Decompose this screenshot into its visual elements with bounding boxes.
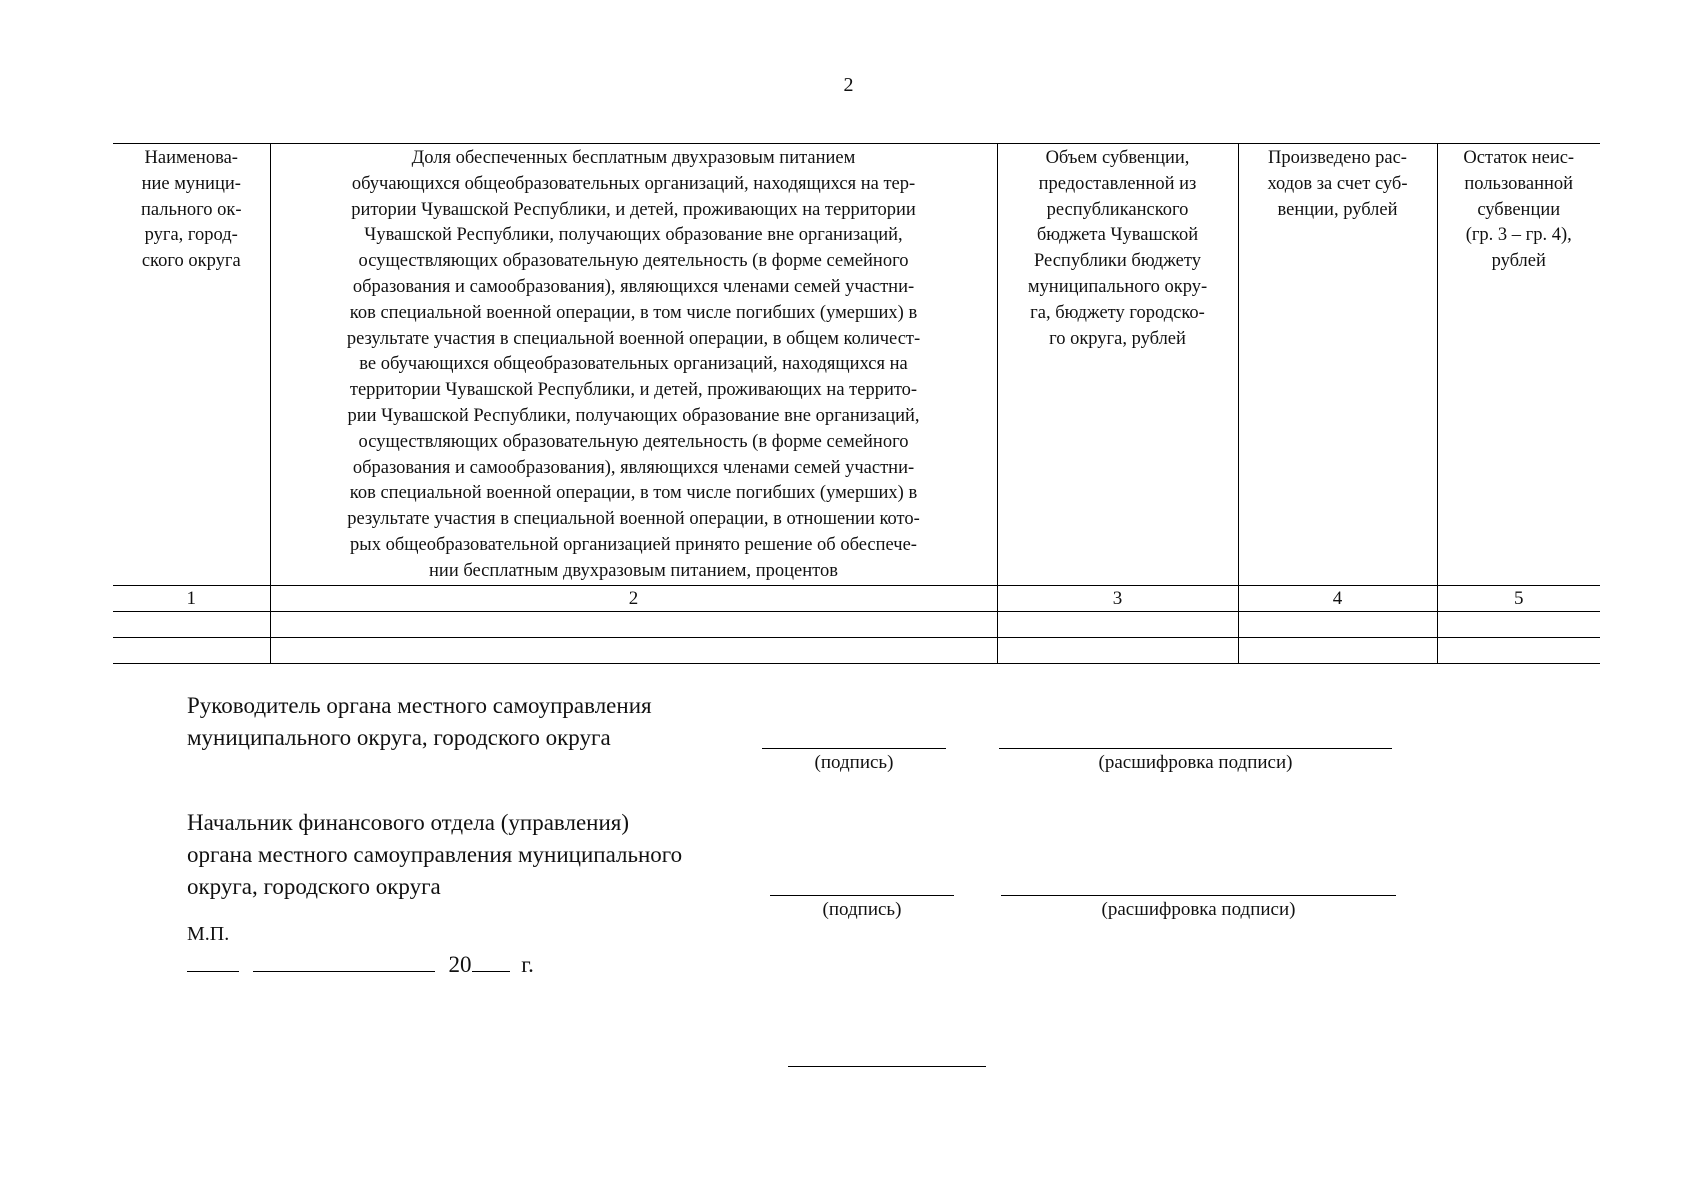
head-decode-caption: (расшифровка подписи) — [1098, 752, 1293, 773]
header-remainder: Остаток неис- пользованной субвенции (гр. 3 – гр. 4), рублей — [1437, 144, 1600, 586]
column-number: 1 — [113, 585, 270, 611]
table-cell — [113, 637, 270, 663]
date-year-prefix: 20 — [448, 952, 472, 977]
date-year-suffix: г. — [521, 952, 534, 977]
header-municipality: Наименова- ние муници- пального ок- руга, город- ского округа — [113, 144, 270, 586]
finance-decode-line[interactable] — [1001, 895, 1396, 896]
table-cell — [1437, 637, 1600, 663]
finance-signature-line[interactable] — [770, 895, 954, 896]
table-cell — [1238, 611, 1437, 637]
table-header-row — [113, 144, 1600, 586]
table-cell — [270, 637, 997, 663]
header-share-provided: Доля обеспеченных бесплатным двухразовым питанием обучающихся общеобразовательных организаций, находящихся на тер- ритории Чувашской Республики, и детей, проживающих на территории Чувашской Республики, получающих образование вне организаций, осуществляющих образовательную деятельность (в форме семейного образования и самообразования), являющихся членами семей участни- ков специальной военной операции, в том числе погибших (умерших) в результате участия в специальной военной операции, в общем количест- ве обучающихся общеобразовательных организаций, находящихся на территории Чувашской Республики, и детей, проживающих на террито- рии Чувашской Республики, получающих образование вне организаций, осуществляющих образовательную деятельность (в форме семейного образования и самообразования), являющихся членами семей участни- ков специальной военной операции, в том числе погибших (умерших) в результате участия в специальной военной операции, в отношении кото- рых общеобразовательной организацией принято решение об обеспече- нии бесплатным двухразовым питанием, процентов — [270, 144, 997, 586]
table-row — [113, 637, 1600, 663]
page-number: 2 — [843, 74, 854, 96]
stamp-label: М.П. — [187, 923, 230, 945]
head-signature-caption: (подпись) — [814, 752, 894, 773]
table-cell — [997, 611, 1238, 637]
header-subvention-volume: Объем субвенции, предоставленной из республиканского бюджета Чувашской Республики бюджету муниципального окру- га, бюджету городско- го округа, рублей — [997, 144, 1238, 586]
finance-title-line2: органа местного самоуправления муниципального — [187, 842, 683, 867]
head-signature-line[interactable] — [762, 748, 946, 749]
table-cell — [113, 611, 270, 637]
finance-title-line1: Начальник финансового отдела (управления) — [187, 810, 630, 835]
date-year-blank[interactable] — [472, 953, 510, 972]
date-day-blank[interactable] — [187, 953, 239, 972]
bottom-line — [788, 1066, 986, 1067]
table-row — [113, 611, 1600, 637]
report-table — [113, 143, 1600, 664]
column-number-row — [113, 585, 1600, 611]
column-number: 5 — [1437, 585, 1600, 611]
column-number: 3 — [997, 585, 1238, 611]
table-cell — [1437, 611, 1600, 637]
column-number: 2 — [270, 585, 997, 611]
head-decode-line[interactable] — [999, 748, 1392, 749]
head-title-line1: Руководитель органа местного самоуправления — [187, 693, 652, 718]
table-cell — [997, 637, 1238, 663]
table-cell — [1238, 637, 1437, 663]
date-row — [187, 952, 534, 978]
finance-title-line3: округа, городского округа — [187, 874, 441, 899]
finance-signature-caption: (подпись) — [822, 899, 902, 920]
column-number: 4 — [1238, 585, 1437, 611]
header-expenses: Произведено рас- ходов за счет суб- венции, рублей — [1238, 144, 1437, 586]
date-month-blank[interactable] — [253, 953, 435, 972]
finance-decode-caption: (расшифровка подписи) — [1101, 899, 1296, 920]
head-title-line2: муниципального округа, городского округа — [187, 725, 611, 750]
table-cell — [270, 611, 997, 637]
